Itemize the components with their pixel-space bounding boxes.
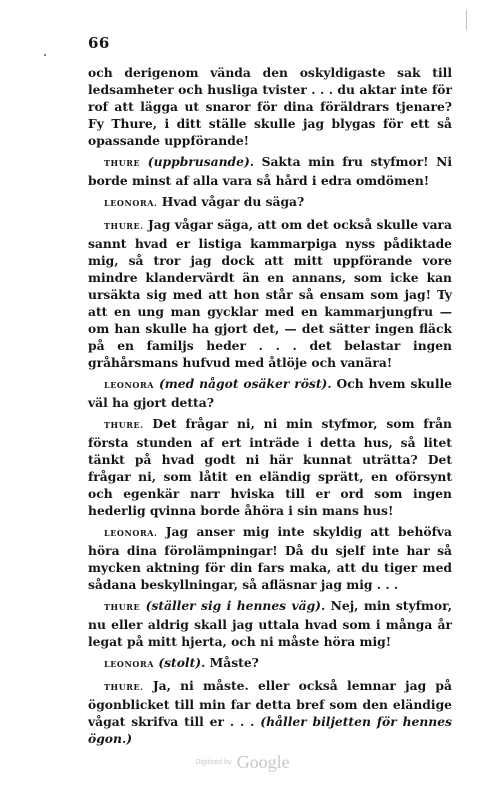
watermark-brand: Google: [236, 752, 290, 772]
margin-mark: [466, 10, 467, 30]
dialogue-text: Hvad vågar du säga?: [157, 194, 305, 209]
paragraph: [88, 415, 452, 519]
speaker-name: THURE.: [104, 221, 144, 231]
paragraph: [88, 677, 452, 747]
dialogue-text: Det frågar ni, ni min styfmor, som från första stunden af ert inträde i detta hus, så litet tänkt på hvad godt ni här kunnat uträtta? Det frågar ni, som låtit en eländig sprätt, en oförsynt och egenkär narr hviska till er ord som ingen hederlig qvinna borde åhöra i sin mans hus!: [88, 416, 452, 518]
stage-direction: (med något osäker röst).: [158, 376, 332, 391]
dialogue-text: Måste?: [205, 655, 259, 670]
speaker-name: LEONORA.: [104, 528, 158, 538]
stage-direction: (uppbrusande).: [147, 154, 255, 169]
dialogue-text: Jag anser mig inte skyldig att behöfva höra dina förolämpningar! Då du sjelf inte har så mycken aktning för din fars maka, att du tiger med sådana beskyllningar, så afläsnar jag mig . . .: [88, 524, 452, 592]
paragraph: [88, 375, 452, 411]
dialogue-text: och derigenom vända den oskyldigaste sak till ledsamheter och husliga tvister . . . du aktar inte för rof att lägga ut snaror för dina föräldrars tjenare? Fy Thure, i ditt ställe skulle jag blygas för ett så opassande uppförande!: [88, 65, 452, 148]
speaker-name: THURE.: [104, 682, 144, 692]
speaker-name: LEONORA: [104, 659, 155, 669]
speaker-name: LEONORA.: [104, 198, 158, 208]
stage-direction: (håller biljetten för hennes ögon.): [88, 714, 452, 746]
paragraph: [88, 216, 452, 371]
dialogue-text: Nej, min styfmor, nu eller aldrig skall jag uttala hvad som i många år legat på mitt hjerta, och ni måste höra mig!: [88, 598, 452, 649]
page-number: 66: [88, 34, 110, 52]
dialogue-text: Ja, ni måste. eller också lemnar jag på ögonblicket till min far detta bref som den eländige vågat skrifva till er . . .: [88, 678, 452, 729]
speaker-name: THURE: [104, 158, 141, 168]
scan-dot: [44, 54, 46, 56]
paragraph: [88, 153, 452, 189]
paragraph: [88, 654, 452, 673]
dialogue-text: Sakta min fru styfmor! Ni borde minst af alla vara så hård i edra omdömen!: [88, 154, 453, 188]
watermark-caption: Digitized by: [195, 759, 232, 766]
speaker-name: THURE: [104, 602, 141, 612]
paragraph: [88, 523, 452, 593]
digitized-watermark: [0, 752, 485, 773]
paragraph: [88, 64, 452, 149]
speaker-name: THURE.: [104, 420, 144, 430]
body-text: [88, 64, 452, 747]
stage-direction: (ställer sig i hennes väg).: [145, 598, 326, 613]
dialogue-text: Och hvem skulle väl ha gjort detta?: [88, 376, 452, 410]
speaker-name: LEONORA: [104, 380, 155, 390]
stage-direction: (stolt).: [158, 655, 206, 670]
paragraph: [88, 597, 452, 650]
paragraph: [88, 193, 452, 212]
dialogue-text: Jag vågar säga, att om det också skulle vara sannt hvad er listiga kammarpiga nyss pådiktade mig, så tror jag dock att mitt uppförande vore mindre klandervärdt än en annans, som icke kan ursäkta sig med att hon står så ensam som jag! Ty att en ung man gycklar med en kammarjungfru — om han skulle ha gjort det, — det sätter ingen fläck på en familjs heder . . . det belastar ingen gråhårsmans hufvud med åtlöje och vanära!: [88, 217, 452, 370]
